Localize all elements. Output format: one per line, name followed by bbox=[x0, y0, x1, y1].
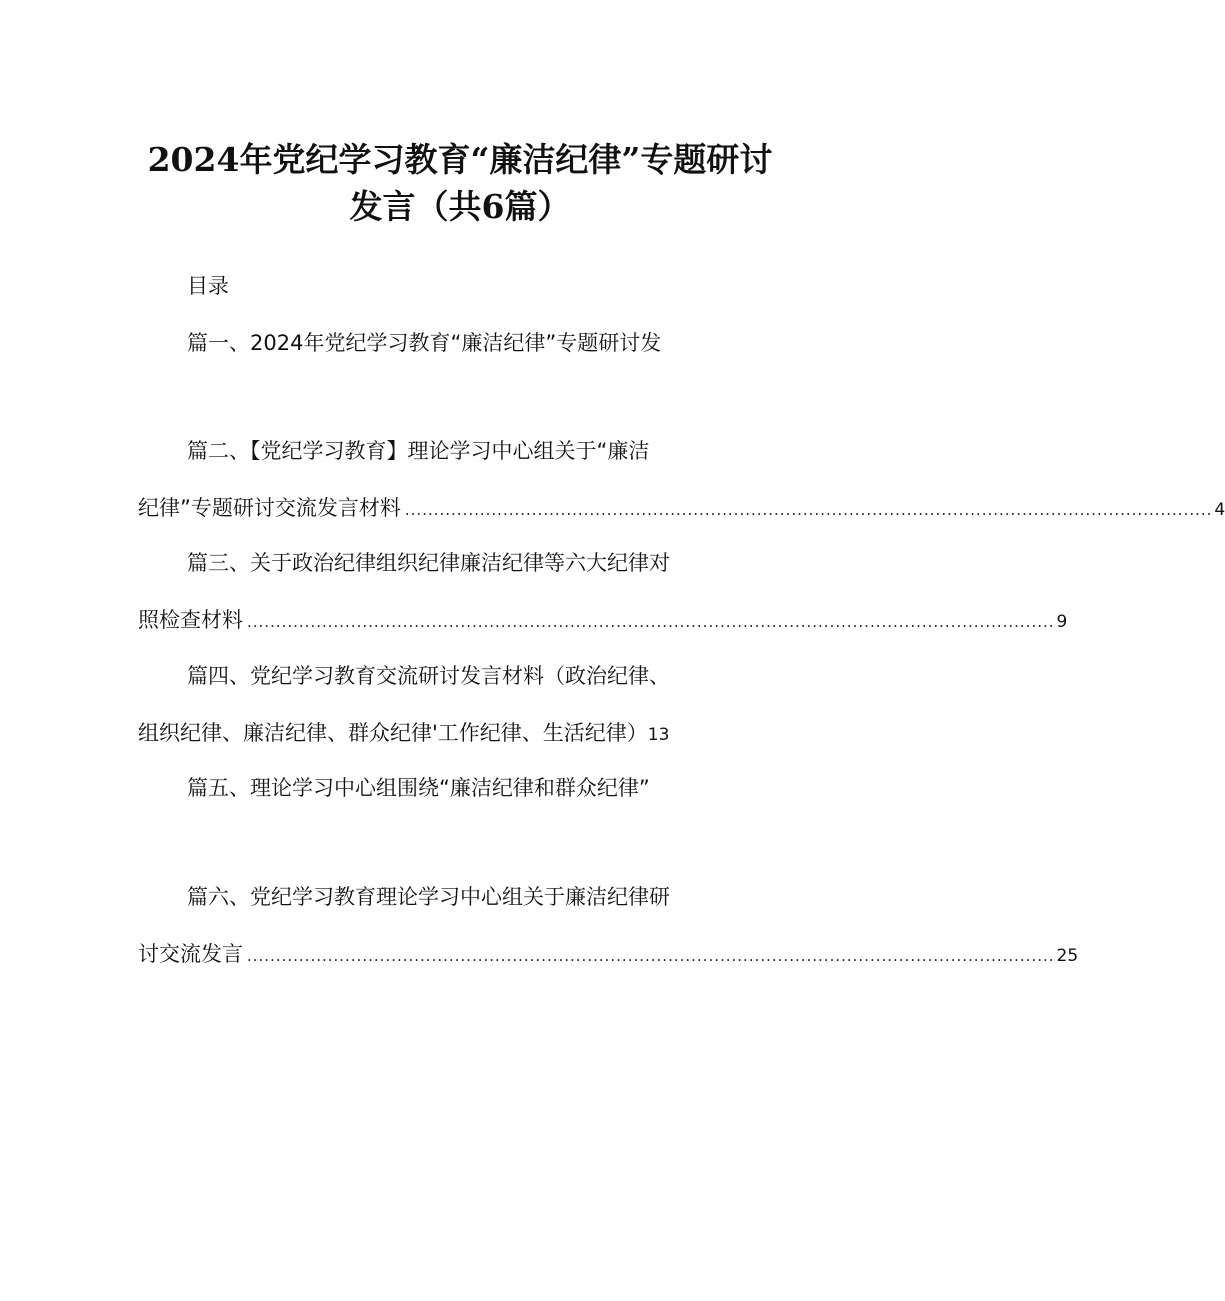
toc-entry-2-page-number: 4 bbox=[1214, 500, 1225, 520]
toc-entry-2-line-2[interactable] bbox=[138, 493, 1225, 525]
toc-entry-4-text: 组织纪律、廉洁纪律、群众纪律'工作纪律、生活纪律） bbox=[138, 721, 648, 745]
document-title-line-2: 发言（共6篇） bbox=[349, 187, 571, 226]
toc-entry-6-line-1[interactable]: 篇六、党纪学习教育理论学习中心组关于廉洁纪律研 bbox=[187, 885, 670, 909]
toc-entry-3-line-2[interactable] bbox=[138, 605, 1068, 637]
toc-entry-1[interactable]: 篇一、2024年党纪学习教育“廉洁纪律”专题研讨发 bbox=[187, 331, 662, 355]
toc-entry-2-text: 纪律”专题研讨交流发言材料 bbox=[138, 496, 401, 520]
toc-entry-4-page-number: 13 bbox=[647, 725, 670, 745]
toc-entry-6-line-2[interactable] bbox=[138, 939, 1079, 971]
toc-leader-dots: ............................................................................................................................................ bbox=[404, 501, 1213, 519]
toc-entry-4-line-1[interactable]: 篇四、党纪学习教育交流研讨发言材料（政治纪律、 bbox=[187, 664, 670, 688]
toc-heading: 目录 bbox=[187, 274, 229, 298]
toc-entry-3-line-1[interactable]: 篇三、关于政治纪律组织纪律廉洁纪律等六大纪律对 bbox=[187, 551, 670, 575]
toc-entry-3-page-number: 9 bbox=[1056, 612, 1068, 632]
toc-entry-3-text: 照检查材料 bbox=[138, 608, 243, 632]
toc-leader-dots: ............................................................................................................................................ bbox=[247, 947, 1055, 965]
toc-leader-dots: ............................................................................................................................................ bbox=[247, 613, 1055, 631]
toc-entry-4-line-2[interactable] bbox=[138, 718, 669, 750]
toc-entry-6-text: 讨交流发言 bbox=[138, 942, 243, 966]
document-title-line-1: 2024年党纪学习教育“廉洁纪律”专题研讨 bbox=[147, 140, 773, 179]
toc-entry-6-page-number: 25 bbox=[1056, 946, 1079, 966]
toc-entry-2-line-1[interactable]: 篇二、【党纪学习教育】理论学习中心组关于“廉洁 bbox=[187, 439, 650, 463]
toc-entry-5[interactable]: 篇五、理论学习中心组围绕“廉洁纪律和群众纪律” bbox=[187, 776, 650, 800]
